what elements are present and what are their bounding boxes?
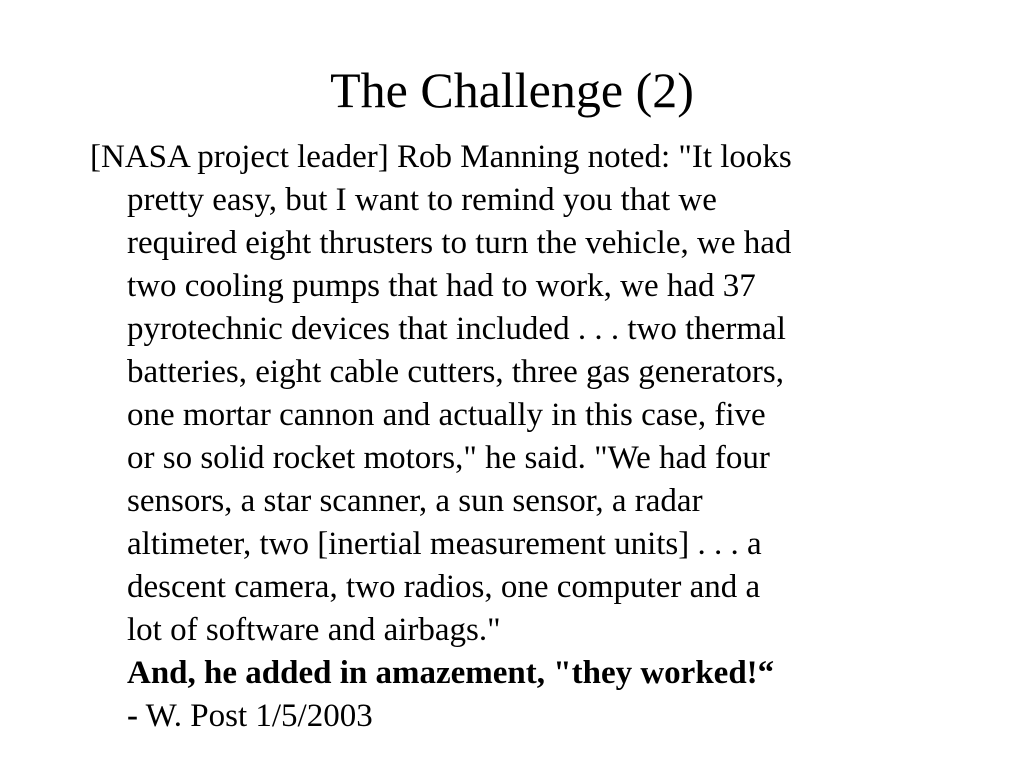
quote-block bbox=[90, 136, 950, 738]
slide-title: The Challenge (2) bbox=[330, 62, 694, 118]
quote-line: required eight thrusters to turn the vehicle, we had bbox=[127, 225, 792, 261]
attribution-dash: - bbox=[127, 698, 138, 734]
quote-line: two cooling pumps that had to work, we had 37 bbox=[127, 268, 756, 304]
attribution bbox=[90, 695, 950, 738]
quote-line: sensors, a star scanner, a sun sensor, a radar bbox=[127, 483, 703, 519]
quote-line: or so solid rocket motors," he said. "We had four bbox=[127, 440, 770, 476]
quote-line: one mortar cannon and actually in this case, five bbox=[127, 397, 766, 433]
quote-line: lot of software and airbags." bbox=[127, 612, 501, 648]
quote-line: batteries, eight cable cutters, three gas generators, bbox=[127, 354, 784, 390]
quote-line: altimeter, two [inertial measurement units] . . . a bbox=[127, 526, 762, 562]
emphasis-line: And, he added in amazement, "they worked!“ bbox=[127, 655, 775, 691]
attribution-source: W. Post 1/5/2003 bbox=[138, 698, 373, 734]
quote-line: descent camera, two radios, one computer and a bbox=[127, 569, 761, 605]
quote-line: pretty easy, but I want to remind you that we bbox=[127, 182, 717, 218]
quote-line: [NASA project leader] Rob Manning noted: "It looks bbox=[90, 139, 792, 175]
quote-line: pyrotechnic devices that included . . . two thermal bbox=[127, 311, 786, 347]
